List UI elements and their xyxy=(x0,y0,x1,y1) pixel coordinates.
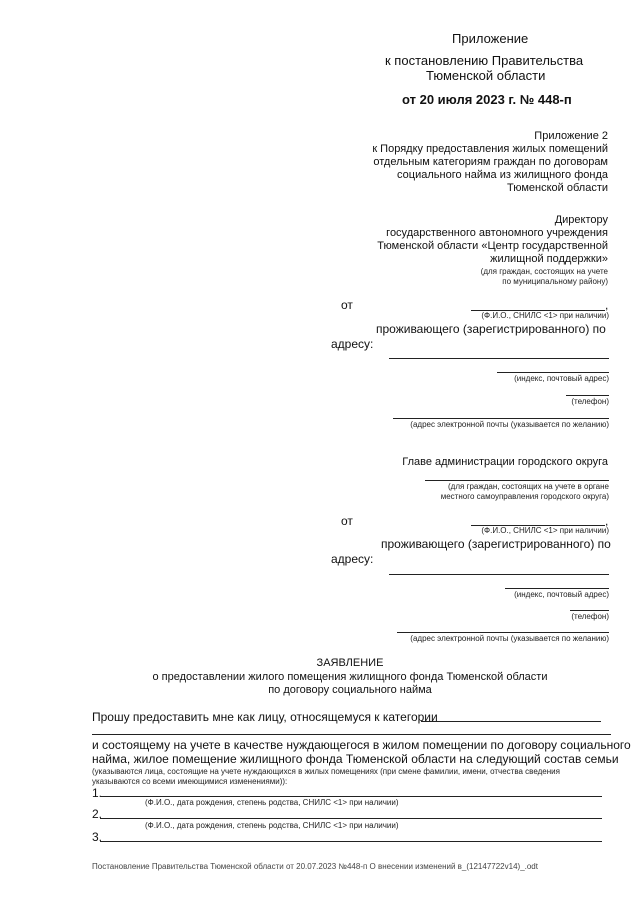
family-member-hint-1: (Ф.И.О., дата рождения, степень родства, СНИЛС <1> при наличии) xyxy=(145,798,399,807)
addressee1-note xyxy=(348,267,608,287)
from2-email-hint: (адрес электронной почты (указывается по желанию) xyxy=(410,634,609,643)
family-number-3: 3. xyxy=(92,830,103,844)
family-member-hint-2: (Ф.И.О., дата рождения, степень родства, СНИЛС <1> при наличии) xyxy=(145,821,399,830)
addressee1-note1: (для граждан, состоящих на учете xyxy=(480,267,608,276)
from2-comma: , xyxy=(605,514,609,528)
statement-note1: (указываются лица, состоящие на учете нуждающихся в жилых помещениях (при смене фамилии, имени, отчества сведения xyxy=(92,767,560,776)
from2-phone-hint: (телефон) xyxy=(571,612,609,621)
appendix-block xyxy=(288,130,608,195)
from2-index-hint: (индекс, почтовый адрес) xyxy=(514,590,609,599)
request-text: Прошу предоставить мне как лицу, относящемуся к категории xyxy=(92,710,438,724)
statement-note2: указываются со всеми имеющимися изменениями)): xyxy=(92,777,288,786)
from2-index-line[interactable] xyxy=(505,588,609,589)
appendix-line4: социального найма из жилищного фонда xyxy=(397,169,608,181)
header-title: Приложение xyxy=(452,31,529,46)
from1-phone-hint: (телефон) xyxy=(571,397,609,406)
appendix-line5: Тюменской области xyxy=(506,182,608,194)
family-number-1: 1. xyxy=(92,786,103,800)
from1-email-hint: (адрес электронной почты (указывается по желанию) xyxy=(410,420,609,429)
from2-fio-hint: (Ф.И.О., СНИЛС <1> при наличии) xyxy=(481,526,609,535)
family-member-line-1[interactable] xyxy=(100,796,602,797)
appendix-line1: Приложение 2 xyxy=(534,130,608,142)
statement-subtitle2: по договору социального найма xyxy=(268,684,432,696)
from1-fio-hint: (Ф.И.О., СНИЛС <1> при наличии) xyxy=(481,311,609,320)
addressee2-title: Главе администрации городского округа xyxy=(402,456,608,468)
header-line2: к постановлению Правительства xyxy=(385,53,584,68)
addressee1-block xyxy=(288,214,608,266)
family-member-line-3[interactable] xyxy=(100,841,602,842)
statement-title: ЗАЯВЛЕНИЕ xyxy=(316,657,384,669)
addressee1-line3: Тюменской области «Центр государственной xyxy=(377,240,608,252)
document-footer: Постановление Правительства Тюменской области от 20.07.2023 №448-п О внесении изменений в_(12147722v14)_.odt xyxy=(92,862,538,871)
from2-email-line[interactable] xyxy=(397,632,609,633)
from1-index-line[interactable] xyxy=(497,372,609,373)
from2-address-line[interactable] xyxy=(389,574,609,575)
from1-phone-line[interactable] xyxy=(566,395,609,396)
addressee1-line1: Директору xyxy=(554,214,608,226)
from1-email-line[interactable] xyxy=(393,418,609,419)
statement-para1: и состоящему на учете в качестве нуждающегося в жилом помещении по договору социального xyxy=(92,738,631,752)
from1-ot-label: от xyxy=(341,298,353,312)
addressee2-note1: (для граждан, состоящих на учете в органе xyxy=(448,482,609,491)
addressee1-line2: государственного автономного учреждения xyxy=(386,227,608,239)
statement-subtitle1: о предоставлении жилого помещения жилищного фонда Тюменской области xyxy=(152,671,548,683)
from2-phone-line[interactable] xyxy=(570,610,609,611)
addressee2-line[interactable] xyxy=(425,480,609,481)
addressee1-note2: по муниципальному району) xyxy=(502,277,608,286)
header-line3: Тюменской области xyxy=(426,68,546,83)
from1-residing: проживающего (зарегистрированного) по xyxy=(376,322,606,336)
appendix-line2: к Порядку предоставления жилых помещений xyxy=(372,143,608,155)
from2-residing: проживающего (зарегистрированного) по xyxy=(381,537,611,551)
category-line[interactable] xyxy=(421,721,601,722)
from1-address-line[interactable] xyxy=(389,358,609,359)
addressee2-note xyxy=(379,482,609,502)
family-member-line-2[interactable] xyxy=(100,818,602,819)
from2-address-label: адресу: xyxy=(331,552,374,566)
from1-address-label: адресу: xyxy=(331,337,374,351)
category-line-2[interactable] xyxy=(92,734,611,735)
addressee1-line4: жилищной поддержки» xyxy=(490,253,608,265)
appendix-line3: отдельным категориям граждан по договорам xyxy=(373,156,608,168)
from1-index-hint: (индекс, почтовый адрес) xyxy=(514,374,609,383)
header-date-number: от 20 июля 2023 г. № 448-п xyxy=(402,92,572,107)
family-number-2: 2. xyxy=(92,807,103,821)
from1-comma: , xyxy=(605,298,609,312)
from2-ot-label: от xyxy=(341,514,353,528)
statement-para2: найма, жилое помещение жилищного фонда Тюменской области на следующий состав семьи xyxy=(92,752,619,766)
addressee2-note2: местного самоуправления городского округа) xyxy=(440,492,609,501)
